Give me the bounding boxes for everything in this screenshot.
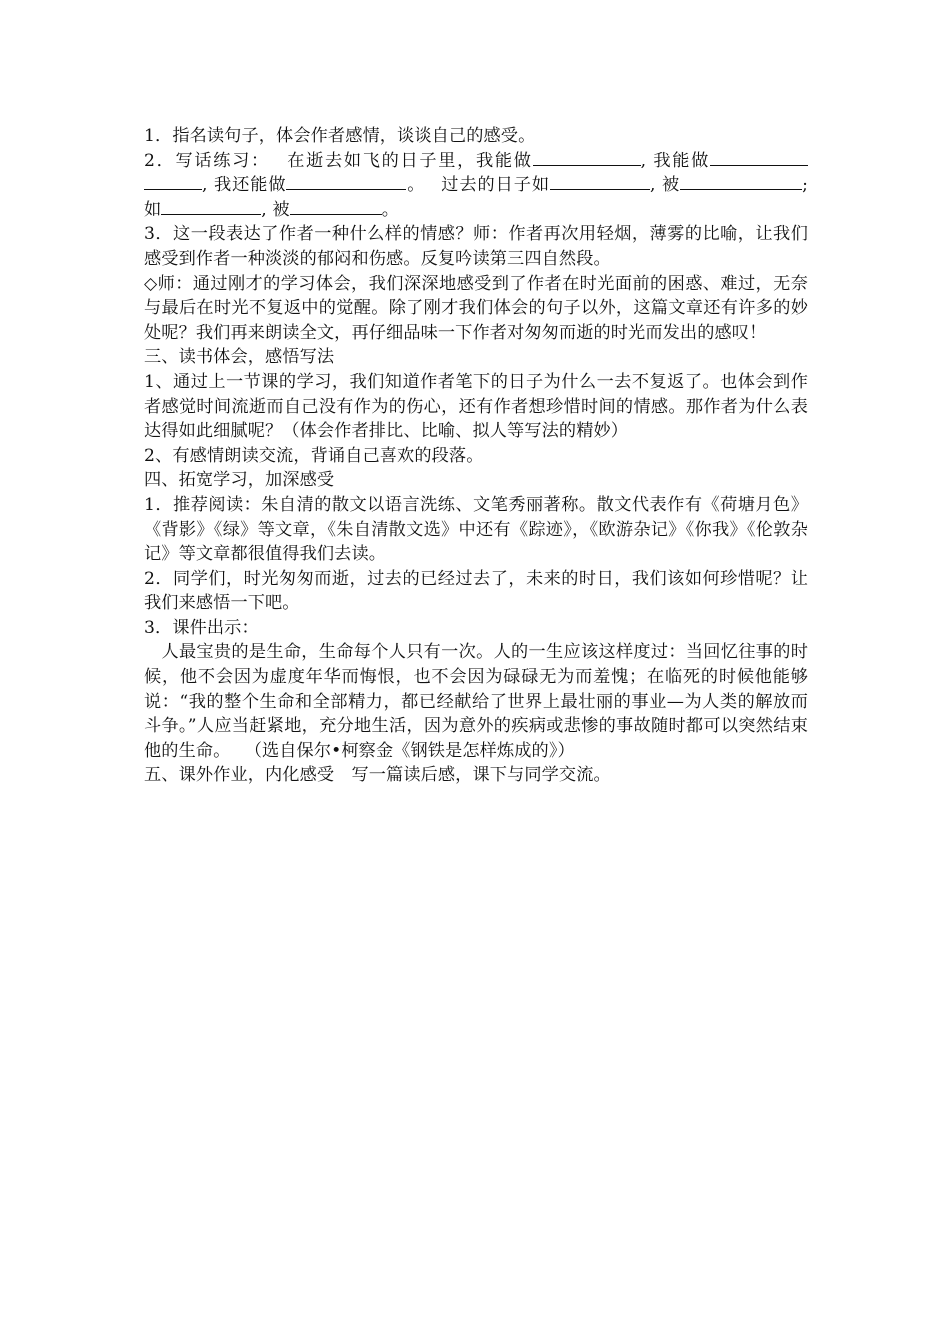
fill-blank[interactable] <box>533 149 641 166</box>
section-3-item-2 <box>144 444 808 469</box>
text-line: 。 <box>381 199 400 220</box>
section-4-item-2 <box>144 567 808 616</box>
text-line: 3．这一段表达了作者一种什么样的情感？师：作者再次用轻烟，薄雾的比喻，让我们感受到作者一种淡淡的郁闷和伤感。反复吟读第三四自然段。 <box>144 224 808 269</box>
section-3-item-1 <box>144 370 808 444</box>
text-line: 2、有感情朗读交流，背诵自己喜欢的段落。 <box>144 445 484 466</box>
text-line: ◇师：通过刚才的学习体会，我们深深地感受到了作者在时光面前的困惑、难过，无奈与最后在时光不复返中的觉醒。除了刚才我们体会的句子以外，这篇文章还有许多的妙处呢？我们再来朗读全文，再仔细品味一下作者对匆匆而逝的时光而发出的感叹！ <box>144 273 808 343</box>
text-line: 。 过去的日子如 <box>406 175 551 196</box>
section-4-item-3 <box>144 616 808 641</box>
fill-blank[interactable] <box>788 173 802 190</box>
text-line: , 我能做 <box>640 150 710 171</box>
text-line: ;如 <box>144 175 808 220</box>
text-line: 2．写话练习： 在逝去如飞的日子里，我能做 <box>144 150 533 171</box>
fill-blank[interactable] <box>286 173 406 190</box>
text-line: 2．同学们，时光匆匆而逝，过去的已经过去了，未来的时日，我们该如何珍惜呢？让我们来感悟一下吧。 <box>144 568 808 614</box>
section-4-item-1 <box>144 493 808 567</box>
document-body <box>144 124 808 788</box>
text-line: , 被 <box>650 175 681 196</box>
text-line: 四、拓宽学习，加深感受 <box>144 470 335 491</box>
fill-blank[interactable] <box>550 173 650 190</box>
text-line: 1．指名读句子，体会作者感情，谈谈自己的感受。 <box>144 126 536 146</box>
fill-blank[interactable] <box>290 198 382 215</box>
quote-paragraph <box>144 640 808 763</box>
item-3-emotion <box>144 222 808 271</box>
text-line: , 我还能做 <box>202 175 287 196</box>
text-line: 1、通过上一节课的学习，我们知道作者笔下的日子为什么一去不复返了。也体会到作者感觉时间流逝而自己没有作为的伤心，还有作者想珍惜时间的情感。那作者为什么表达得如此细腻呢？（体会作者排比、比喻、拟人等写法的精妙） <box>144 371 808 442</box>
teacher-paragraph <box>144 272 808 346</box>
text-line: 三、读书体会，感悟写法 <box>144 347 335 368</box>
fill-blank[interactable] <box>710 149 808 166</box>
section-3-heading <box>144 345 808 370</box>
text-line: , 被 <box>261 199 290 220</box>
section-4-heading <box>144 468 808 493</box>
item-1-read-sentences <box>144 124 808 149</box>
fill-blank[interactable] <box>680 173 788 190</box>
text-line: 五、课外作业，内化感受 写一篇读后感，课下与同学交流。 <box>144 765 611 786</box>
text-line: 人最宝贵的是生命，生命每个人只有一次。人的一生应该这样度过：当回忆往事的时候，他不会因为虚度年华而悔恨，也不会因为碌碌无为而羞愧；在临死的时候他能够说：“我的整个生命和全部精力，都已经献给了世界上最壮丽的事业—为人类的解放而斗争。”人应当赶紧地，充分地生活，因为意外的疾病或悲惨的事故随时都可以突然结束他的生命。 （选自保尔•柯察金《钢铁是怎样炼成的》） <box>144 642 808 761</box>
text-line: 1．推荐阅读：朱自清的散文以语言洗练、文笔秀丽著称。散文代表作有《荷塘月色》《背影》《绿》等文章，《朱自清散文选》中还有《踪迹》，《欧游杂记》《你我》《伦敦杂记》等文章都很值得我们去读。 <box>144 494 808 565</box>
item-2-writing-practice <box>144 149 808 223</box>
text-line: 3．课件出示： <box>144 617 259 638</box>
section-5-heading <box>144 763 808 788</box>
fill-blank[interactable] <box>144 173 202 190</box>
fill-blank[interactable] <box>161 198 261 215</box>
